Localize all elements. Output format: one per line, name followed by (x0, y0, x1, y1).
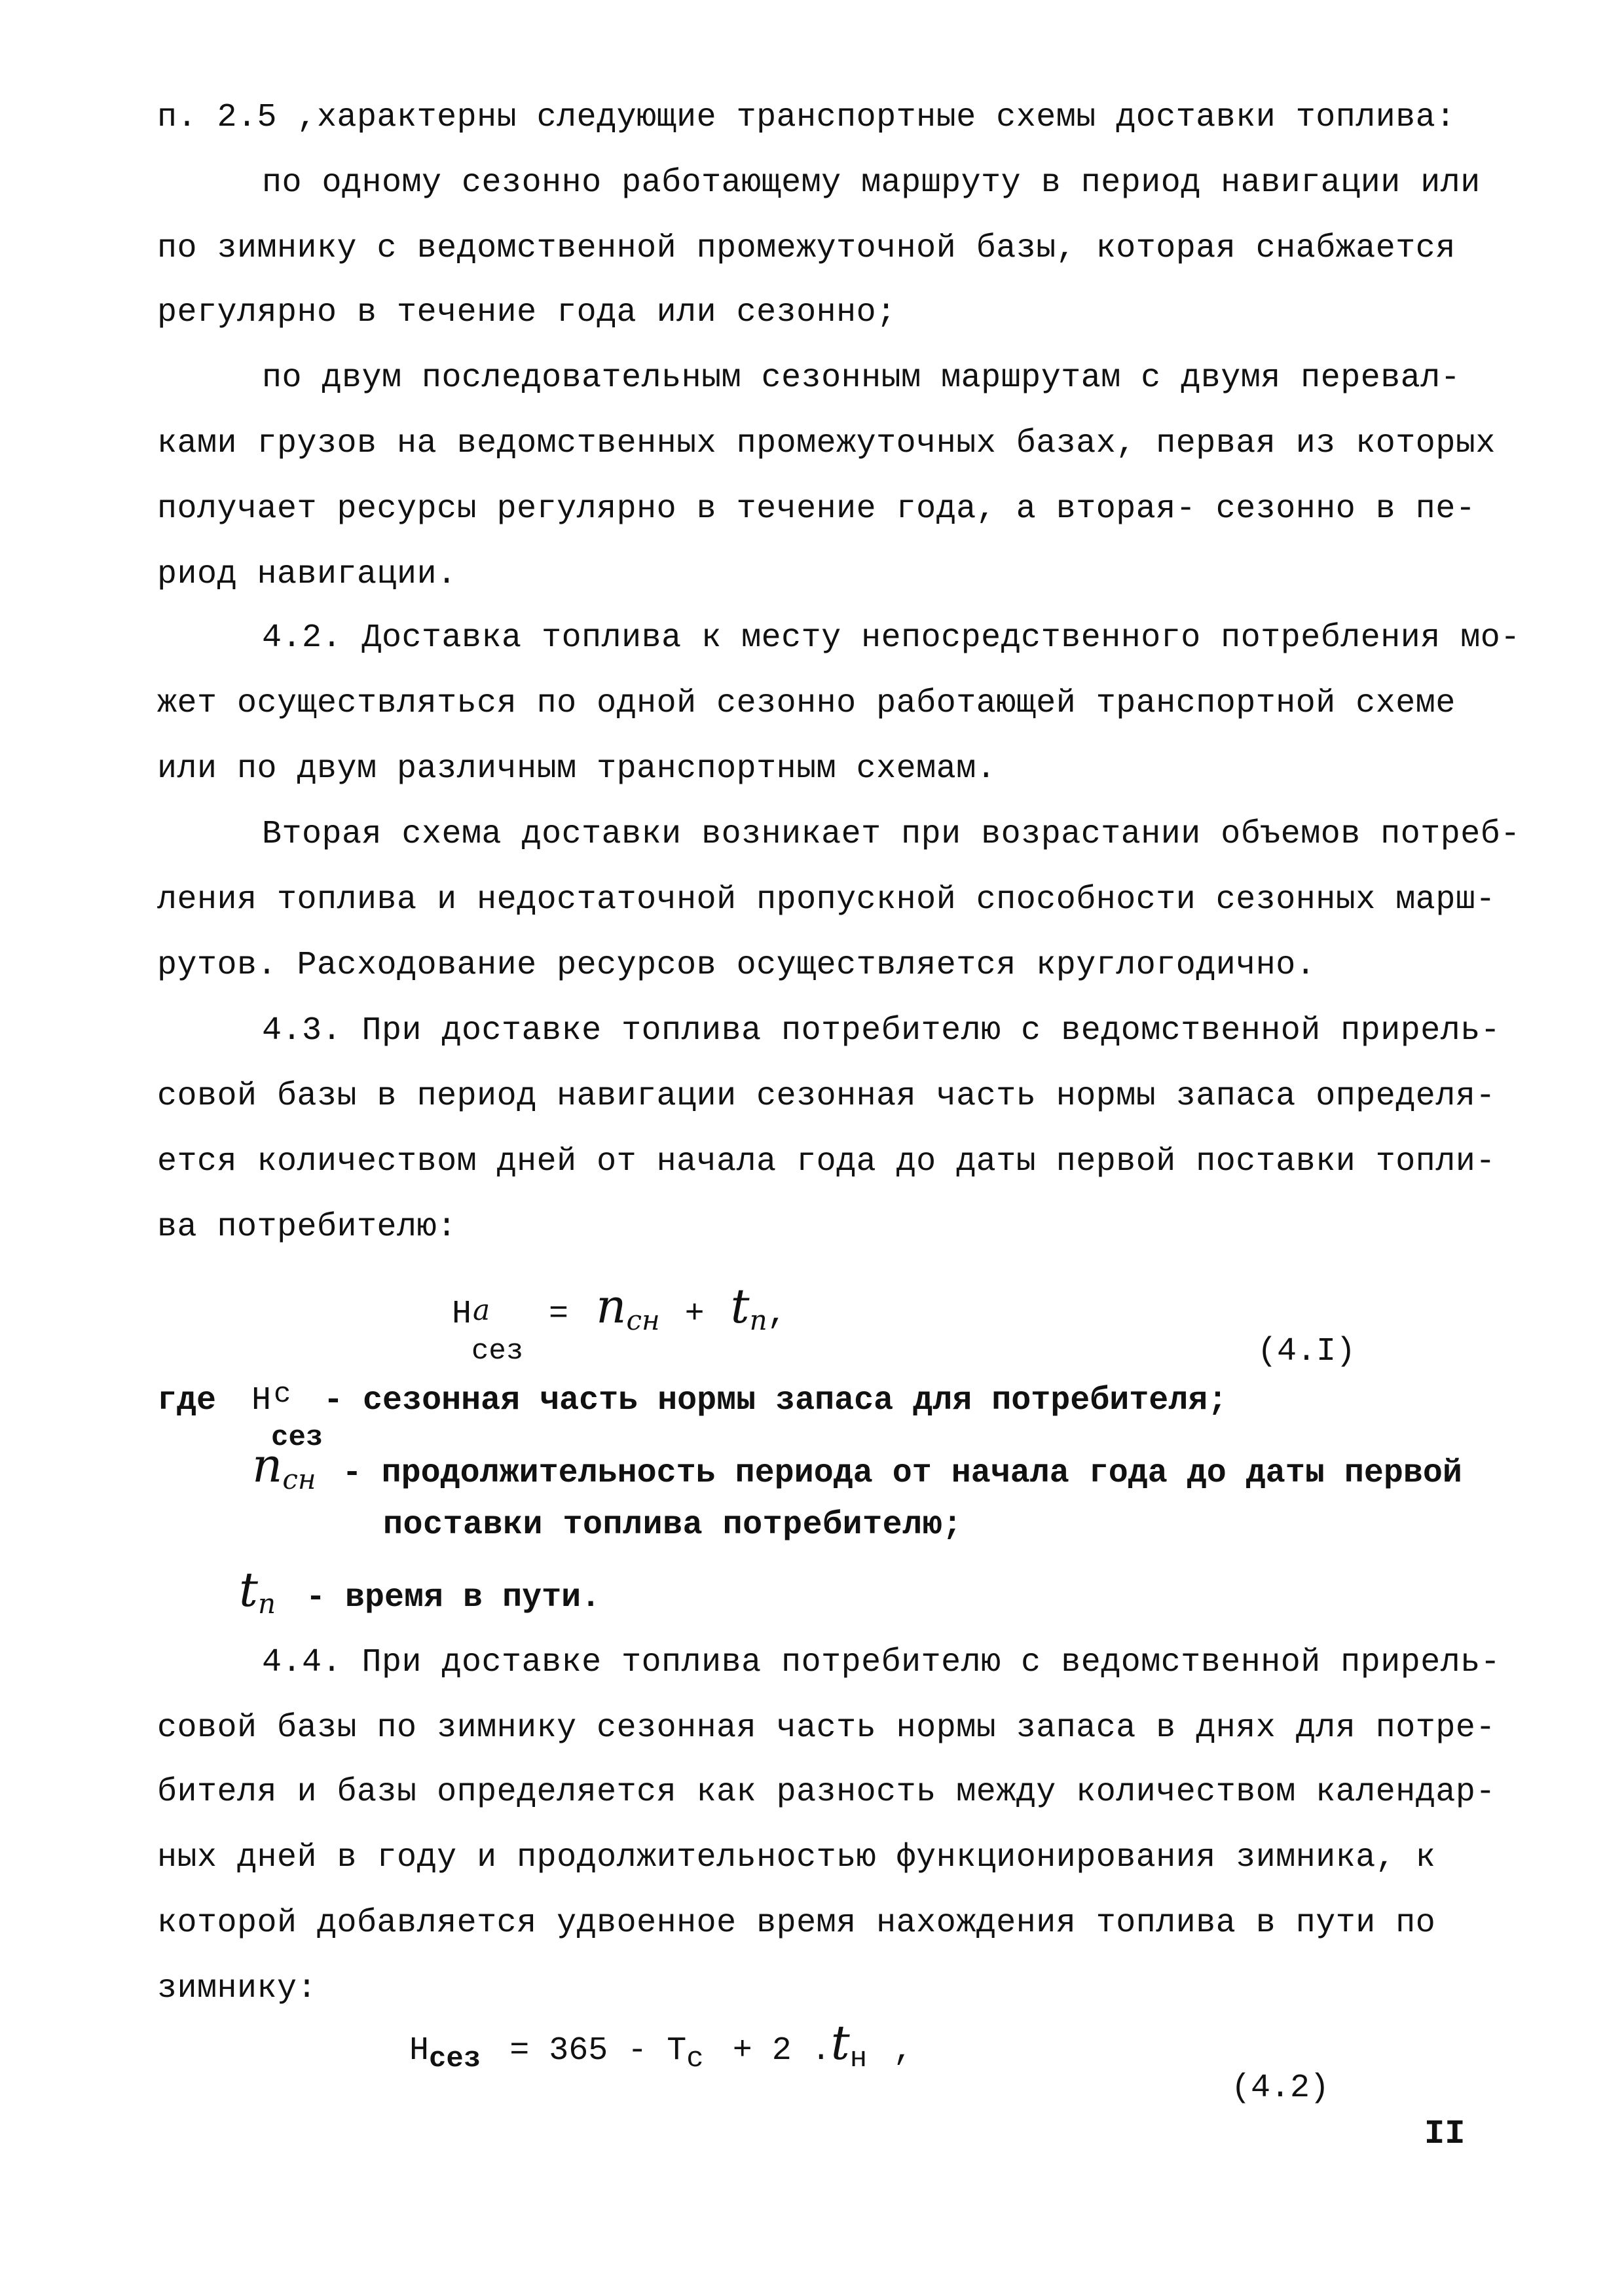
text-line: бителя и базы определяется как разность между количеством календар- (157, 1774, 1496, 1811)
text-line: совой базы по зимнику сезонная часть нормы запаса в днях для потре- (157, 1709, 1496, 1747)
equation-4-2: $Н_{сез} = 365 - Т_с + 2$ $.t_н$ , (409, 2015, 913, 2075)
text-line: рутов. Расходование ресурсов осуществляется круглогодично. (157, 947, 1316, 984)
text-line: по одному сезонно работающему маршруту в период навигации или (262, 164, 1481, 202)
text-line: 4.3. При доставке топлива потребителю с ведомственной прирель- (262, 1012, 1501, 1049)
text-line: по зимнику с ведомственной промежуточной базы, которая снабжается (157, 230, 1456, 267)
text-line: п. 2.5 ,характерны следующие транспортные схемы доставки топлива: (157, 99, 1456, 136)
text-line: поставки топлива потребителю; (383, 1506, 963, 1544)
equation-number: (4.2) (1231, 2069, 1330, 2107)
text-line: риод навигации. (157, 556, 457, 593)
text-line: ется количеством дней от начала года до даты первой поставки топли- (157, 1143, 1496, 1180)
text-line: жет осуществляться по одной сезонно работающей транспортной схеме (157, 685, 1456, 722)
text-line: Вторая схема доставки возникает при возрастании объемов потреб- (262, 816, 1521, 853)
text-line: получает ресурсы регулярно в течение года, а вторая- сезонно в пе- (157, 490, 1476, 528)
equation-4-1: Н a сез = $n_{сн} + t_п$, (452, 1279, 787, 1368)
text-line: 4.2. Доставка топлива к месту непосредственного потребления мо- (262, 619, 1521, 657)
text-line: совой базы в период навигации сезонная часть нормы запаса определя- (157, 1078, 1496, 1115)
text-line: или по двум различным транспортным схемам. (157, 750, 997, 788)
text-line: ления топлива и недостаточной пропускной способности сезонных марш- (157, 881, 1496, 919)
text-line: регулярно в течение года или сезонно; (157, 294, 896, 331)
text-line: ва потребителю: (157, 1209, 457, 1246)
where-item-1: где Н с сез - сезонная часть нормы запаса для потребителя; (157, 1378, 1228, 1454)
where-item-3: $t_п$ - время в пути. (239, 1562, 601, 1620)
where-item-2: $n_{сн}$ - продолжительность периода от начала года до даты первой (252, 1438, 1462, 1495)
text-line: по двум последовательным сезонным маршрутам с двумя перевал- (262, 359, 1461, 397)
text-line: ками грузов на ведомственных промежуточных базах, первая из которых (157, 425, 1496, 462)
text-line: 4.4. При доставке топлива потребителю с ведомственной прирель- (262, 1644, 1501, 1681)
text-line: которой добавляется удвоенное время нахождения топлива в пути по (157, 1904, 1436, 1942)
text-line: зимнику: (157, 1970, 318, 2007)
equation-number: (4.I) (1257, 1333, 1356, 1370)
text-line: ных дней в году и продолжительностью функционирования зимника, к (157, 1839, 1436, 1876)
page-number: II (1424, 2115, 1466, 2153)
